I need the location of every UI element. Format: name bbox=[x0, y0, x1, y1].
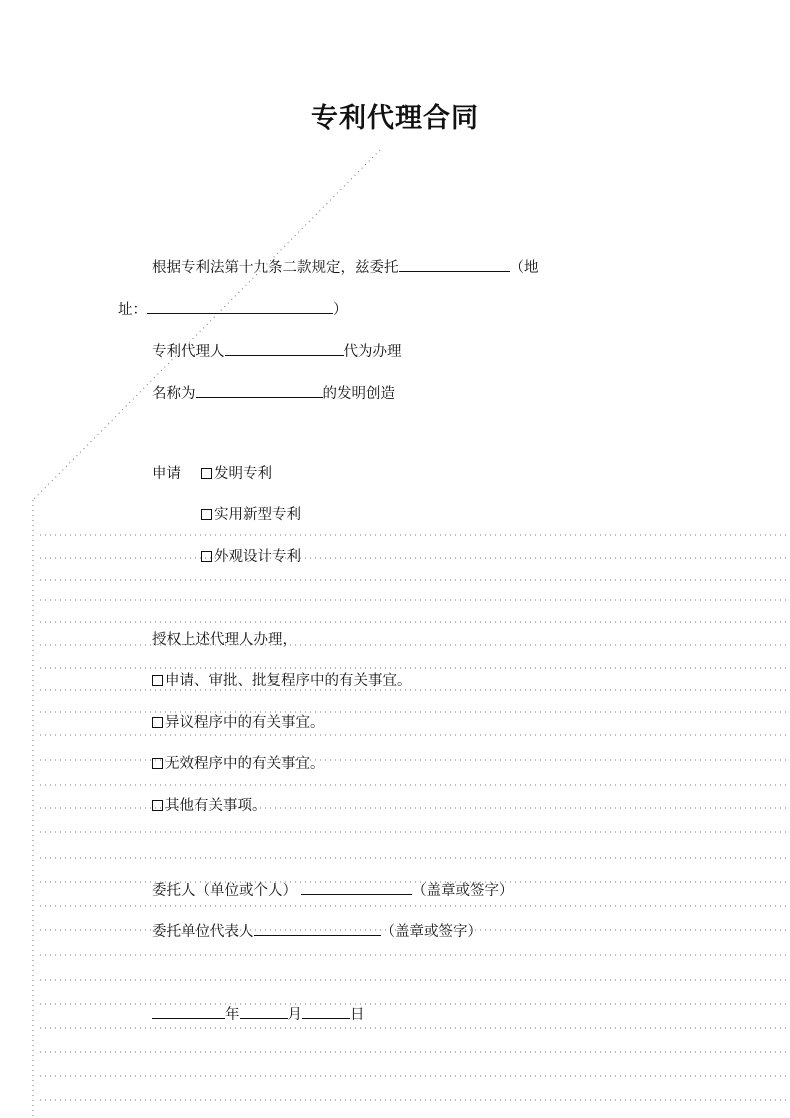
checkbox[interactable] bbox=[152, 800, 163, 811]
principal-label: 委托人（单位或个人） bbox=[152, 883, 297, 899]
client-blank[interactable] bbox=[399, 256, 510, 272]
invention-name-line bbox=[152, 382, 395, 404]
invention-name-suffix: 的发明创造 bbox=[322, 386, 395, 402]
representative-label: 委托单位代表人 bbox=[152, 924, 254, 940]
representative-blank[interactable] bbox=[254, 920, 381, 936]
principal-blank[interactable] bbox=[301, 879, 412, 895]
checkbox[interactable] bbox=[152, 717, 163, 728]
agent-label: 专利代理人 bbox=[152, 344, 225, 360]
auth-item-label: 异议程序中的有关事宜。 bbox=[165, 715, 325, 731]
agent-blank[interactable] bbox=[225, 340, 344, 356]
auth-item-opposition[interactable] bbox=[152, 713, 325, 733]
option-design-patent[interactable] bbox=[201, 547, 301, 567]
checkbox[interactable] bbox=[201, 468, 212, 479]
day-label: 日 bbox=[350, 1007, 365, 1023]
year-blank[interactable] bbox=[152, 1003, 225, 1019]
application-label: 申请 bbox=[152, 466, 181, 482]
auth-item-label: 其他有关事项。 bbox=[165, 798, 267, 814]
principal-suffix: （盖章或签字） bbox=[412, 883, 514, 899]
principal-signature-line bbox=[152, 879, 514, 901]
address-label: 址： bbox=[118, 302, 147, 318]
address-close: ） bbox=[333, 302, 348, 318]
authorization-heading: 授权上述代理人办理， bbox=[152, 632, 297, 648]
representative-signature-line bbox=[152, 920, 482, 942]
date-line bbox=[152, 1003, 365, 1025]
agent-suffix: 代为办理 bbox=[343, 344, 402, 360]
option-label: 外观设计专利 bbox=[214, 549, 301, 565]
auth-item-label: 申请、审批、批复程序中的有关事宜。 bbox=[165, 673, 412, 689]
option-utility-model[interactable] bbox=[201, 505, 301, 525]
invention-name-label: 名称为 bbox=[152, 386, 196, 402]
option-label: 实用新型专利 bbox=[214, 507, 301, 523]
intro-line-1-suffix: （地 bbox=[509, 260, 539, 276]
option-label: 发明专利 bbox=[214, 466, 272, 482]
year-label: 年 bbox=[225, 1007, 240, 1023]
intro-line-2 bbox=[118, 298, 348, 320]
page-title: 专利代理合同 bbox=[311, 103, 479, 134]
checkbox[interactable] bbox=[152, 675, 163, 686]
auth-item-other[interactable] bbox=[152, 796, 267, 816]
month-label: 月 bbox=[287, 1007, 302, 1023]
auth-item-invalidation[interactable] bbox=[152, 754, 325, 774]
option-invention-patent[interactable] bbox=[201, 464, 272, 484]
address-blank[interactable] bbox=[147, 298, 333, 314]
checkbox[interactable] bbox=[152, 758, 163, 769]
checkbox[interactable] bbox=[201, 509, 212, 520]
checkbox[interactable] bbox=[201, 551, 212, 562]
invention-name-blank[interactable] bbox=[196, 382, 323, 398]
representative-suffix: （盖章或签字） bbox=[380, 924, 482, 940]
intro-line-1-prefix: 根据专利法第十九条二款规定，兹委托 bbox=[152, 260, 399, 276]
month-blank[interactable] bbox=[240, 1003, 288, 1019]
agent-line bbox=[152, 340, 402, 362]
auth-item-application[interactable] bbox=[152, 671, 412, 691]
intro-line-1 bbox=[152, 256, 539, 278]
day-blank[interactable] bbox=[302, 1003, 350, 1019]
auth-item-label: 无效程序中的有关事宜。 bbox=[165, 756, 325, 772]
